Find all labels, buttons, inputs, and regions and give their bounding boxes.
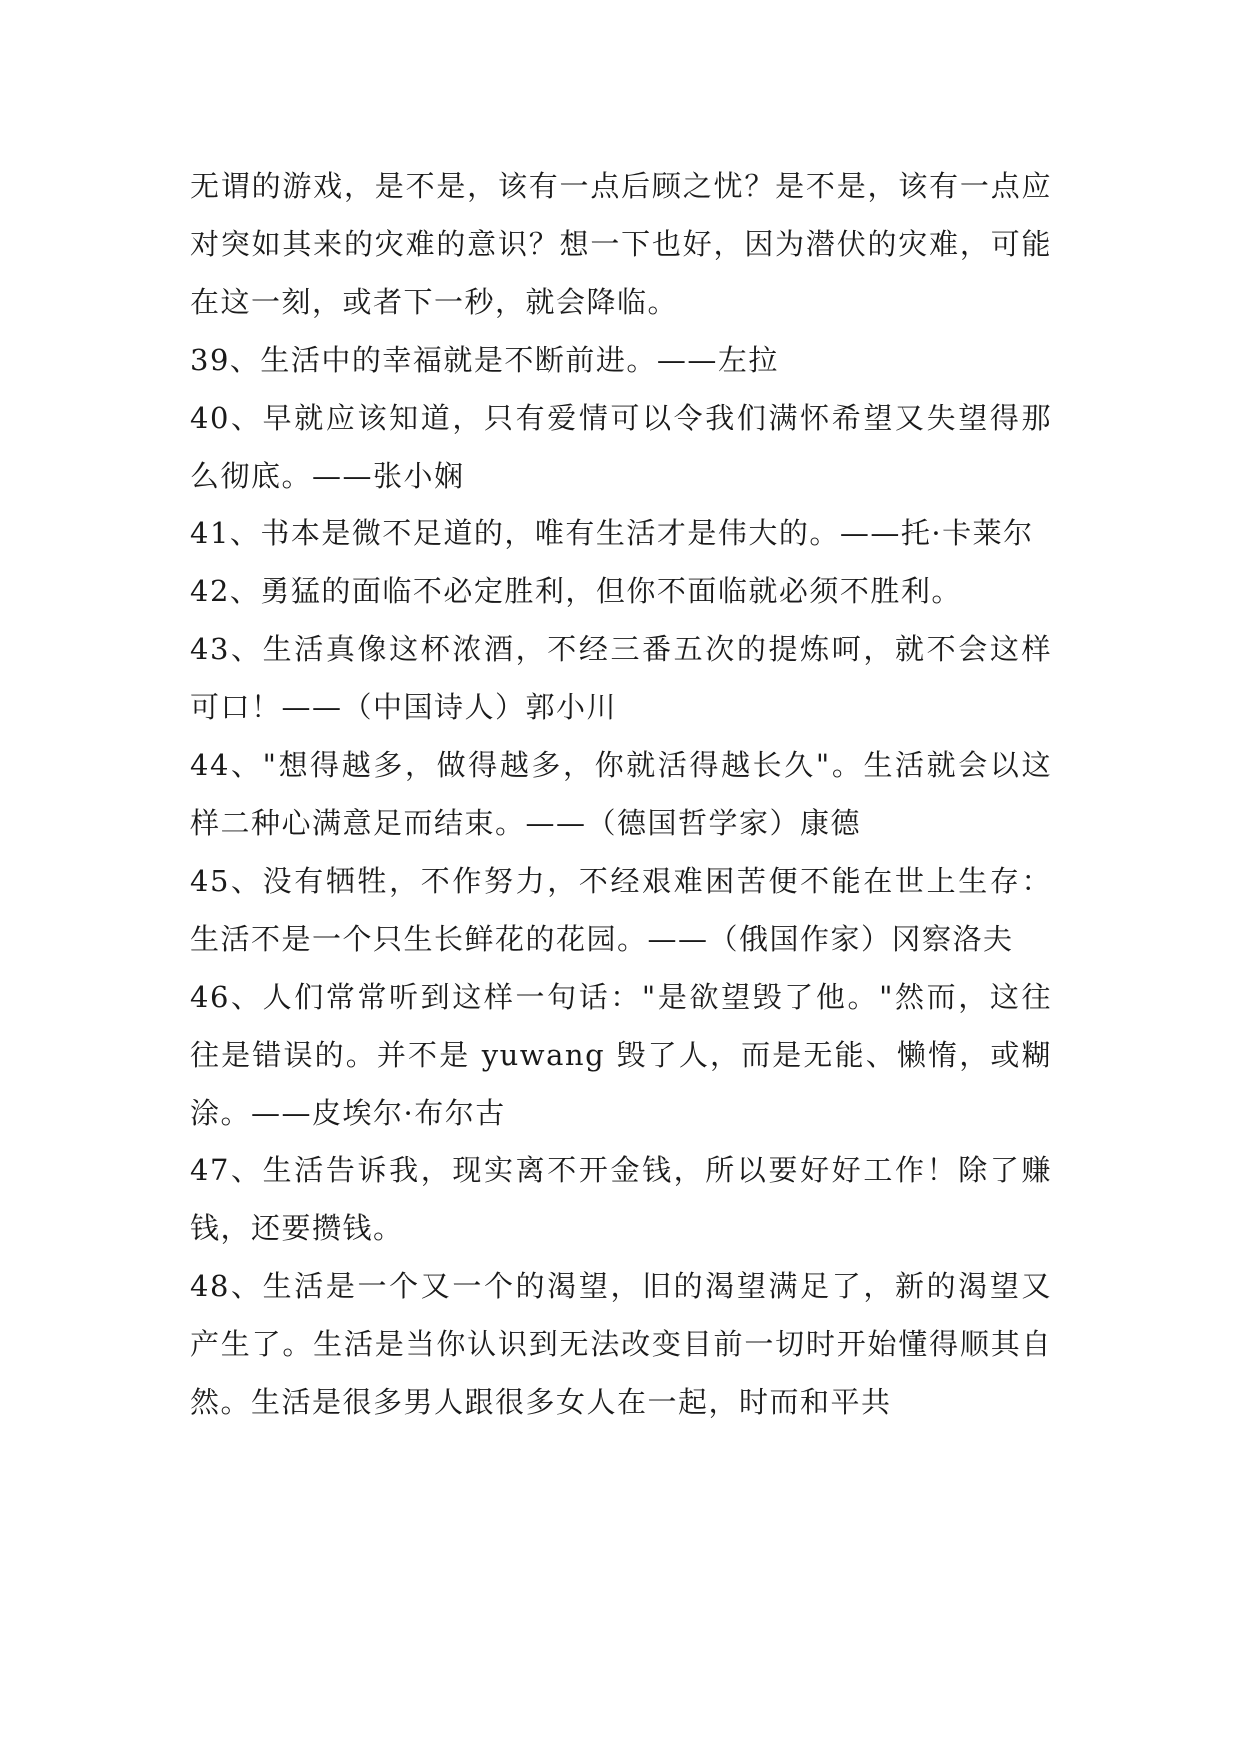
quote-41: 41、书本是微不足道的，唯有生活才是伟大的。——托·卡莱尔 bbox=[190, 516, 1034, 551]
quote-47: 47、生活告诉我，现实离不开金钱，所以要好好工作！除了赚钱，还要攒钱。 bbox=[190, 1153, 1052, 1246]
quote-43: 43、生活真像这杯浓酒，不经三番五次的提炼呵，就不会这样可口！——（中国诗人）郭小川 bbox=[190, 632, 1052, 725]
quote-48: 48、生活是一个又一个的渴望，旧的渴望满足了，新的渴望又产生了。生活是当你认识到无法改变目前一切时开始懂得顺其自然。生活是很多男人跟很多女人在一起，时而和平共 bbox=[190, 1269, 1052, 1420]
quote-39: 39、生活中的幸福就是不断前进。——左拉 bbox=[190, 342, 779, 377]
quote-42: 42、勇猛的面临不必定胜利，但你不面临就必须不胜利。 bbox=[190, 574, 962, 609]
quote-44: 44、"想得越多，做得越多，你就活得越长久"。生活就会以这样二种心满意足而结束。——（德国哲学家）康德 bbox=[190, 748, 1052, 840]
quote-40: 40、早就应该知道，只有爱情可以令我们满怀希望又失望得那么彻底。——张小娴 bbox=[190, 400, 1052, 493]
quote-46: 46、人们常常听到这样一句话："是欲望毁了他。"然而，这往往是错误的。并不是 yuwang 毁了人，而是无能、懒惰，或糊涂。——皮埃尔·布尔古 bbox=[190, 979, 1052, 1130]
paragraph-continuation: 无谓的游戏，是不是，该有一点后顾之忧？是不是，该有一点应对突如其来的灾难的意识？想一下也好，因为潜伏的灾难，可能在这一刻，或者下一秒，就会降临。 bbox=[190, 169, 1052, 319]
document-body bbox=[190, 158, 1052, 1432]
quote-45: 45、没有牺牲，不作努力，不经艰难困苦便不能在世上生存：生活不是一个只生长鲜花的花园。——（俄国作家）冈察洛夫 bbox=[190, 863, 1052, 956]
